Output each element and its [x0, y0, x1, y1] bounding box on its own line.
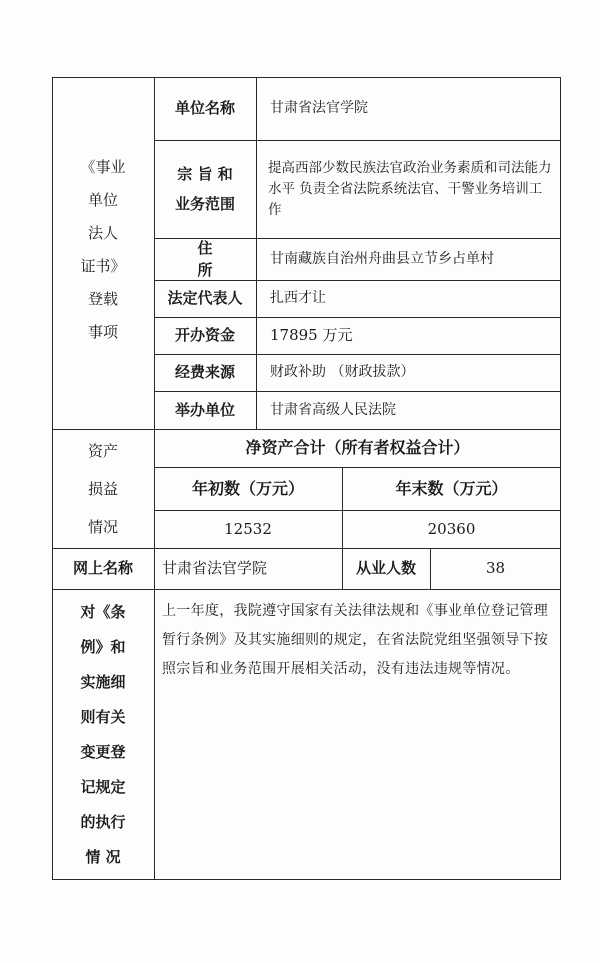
title-line: 情 况: [85, 847, 121, 866]
start-of-year-label: 年初数（万元）: [191, 478, 304, 498]
value-legal-rep: 扎西才让: [270, 290, 326, 306]
value-sponsor: 甘肃省高级人民法院: [270, 401, 396, 418]
label-capital: 开办资金: [174, 326, 235, 345]
value-purpose-scope: 提高西部少数民族法官政治业务素质和司法能力水平 负责全省法院系统法官、干警业务培训工作: [268, 159, 552, 218]
label-legal-rep: 法定代表人: [167, 289, 243, 308]
title-line: 则有关: [80, 707, 126, 726]
value-staff-count: 38: [485, 559, 506, 578]
label-funding-source: 经费来源: [174, 363, 235, 382]
label-line: 宗 旨 和: [177, 165, 233, 183]
end-of-year-value: 20360: [427, 519, 476, 538]
title-line: 损益: [87, 479, 118, 498]
title-line: 情况: [87, 517, 118, 536]
value-funding-source: 财政补助 （财政拔款）: [270, 364, 415, 380]
title-line: 实施细: [80, 672, 126, 691]
title-line: 记规定: [80, 777, 126, 796]
label-online-name: 网上名称: [72, 559, 133, 578]
title-line: 登载: [87, 290, 118, 308]
label-line: 业务范围: [174, 195, 235, 213]
title-line: 法人: [87, 224, 118, 242]
value-capital: 17895 万元: [270, 326, 353, 345]
start-of-year-value: 12532: [224, 519, 272, 538]
label-unit-name: 单位名称: [174, 99, 235, 118]
title-line: 对《条: [80, 602, 126, 621]
title-line: 事项: [87, 323, 118, 341]
net-assets-header: 净资产合计（所有者权益合计）: [245, 438, 470, 457]
title-line: 变更登: [80, 742, 126, 761]
title-line: 资产: [87, 441, 118, 460]
value-unit-name: 甘肃省法官学院: [270, 100, 368, 116]
label-sponsor: 举办单位: [174, 400, 235, 419]
title-line: 证书》: [80, 257, 126, 275]
title-line: 《事业: [80, 158, 126, 176]
label-purpose-scope: [154, 140, 256, 238]
value-address: 甘南藏族自治州舟曲县立节乡占单村: [270, 250, 494, 267]
end-of-year-label: 年末数（万元）: [395, 478, 508, 498]
compliance-statement: 上一年度，我院遵守国家有关法律法规和《事业单位登记管理暂行条例》及其实施细则的规定，在省法院党组坚强领导下按照宗旨和业务范围开展相关活动，没有违法违规等情况。: [162, 603, 549, 677]
title-line: 例》和: [80, 637, 126, 656]
section-title-assets: [52, 429, 154, 548]
value-online-name: 甘肃省法官学院: [162, 559, 268, 578]
title-line: 的执行: [80, 812, 126, 831]
label-address: 住 所: [197, 238, 241, 279]
section-title-registration: [52, 140, 154, 360]
title-line: 单位: [87, 191, 118, 209]
section-title-compliance: [52, 589, 154, 880]
label-staff-count: 从业人数: [355, 559, 416, 578]
